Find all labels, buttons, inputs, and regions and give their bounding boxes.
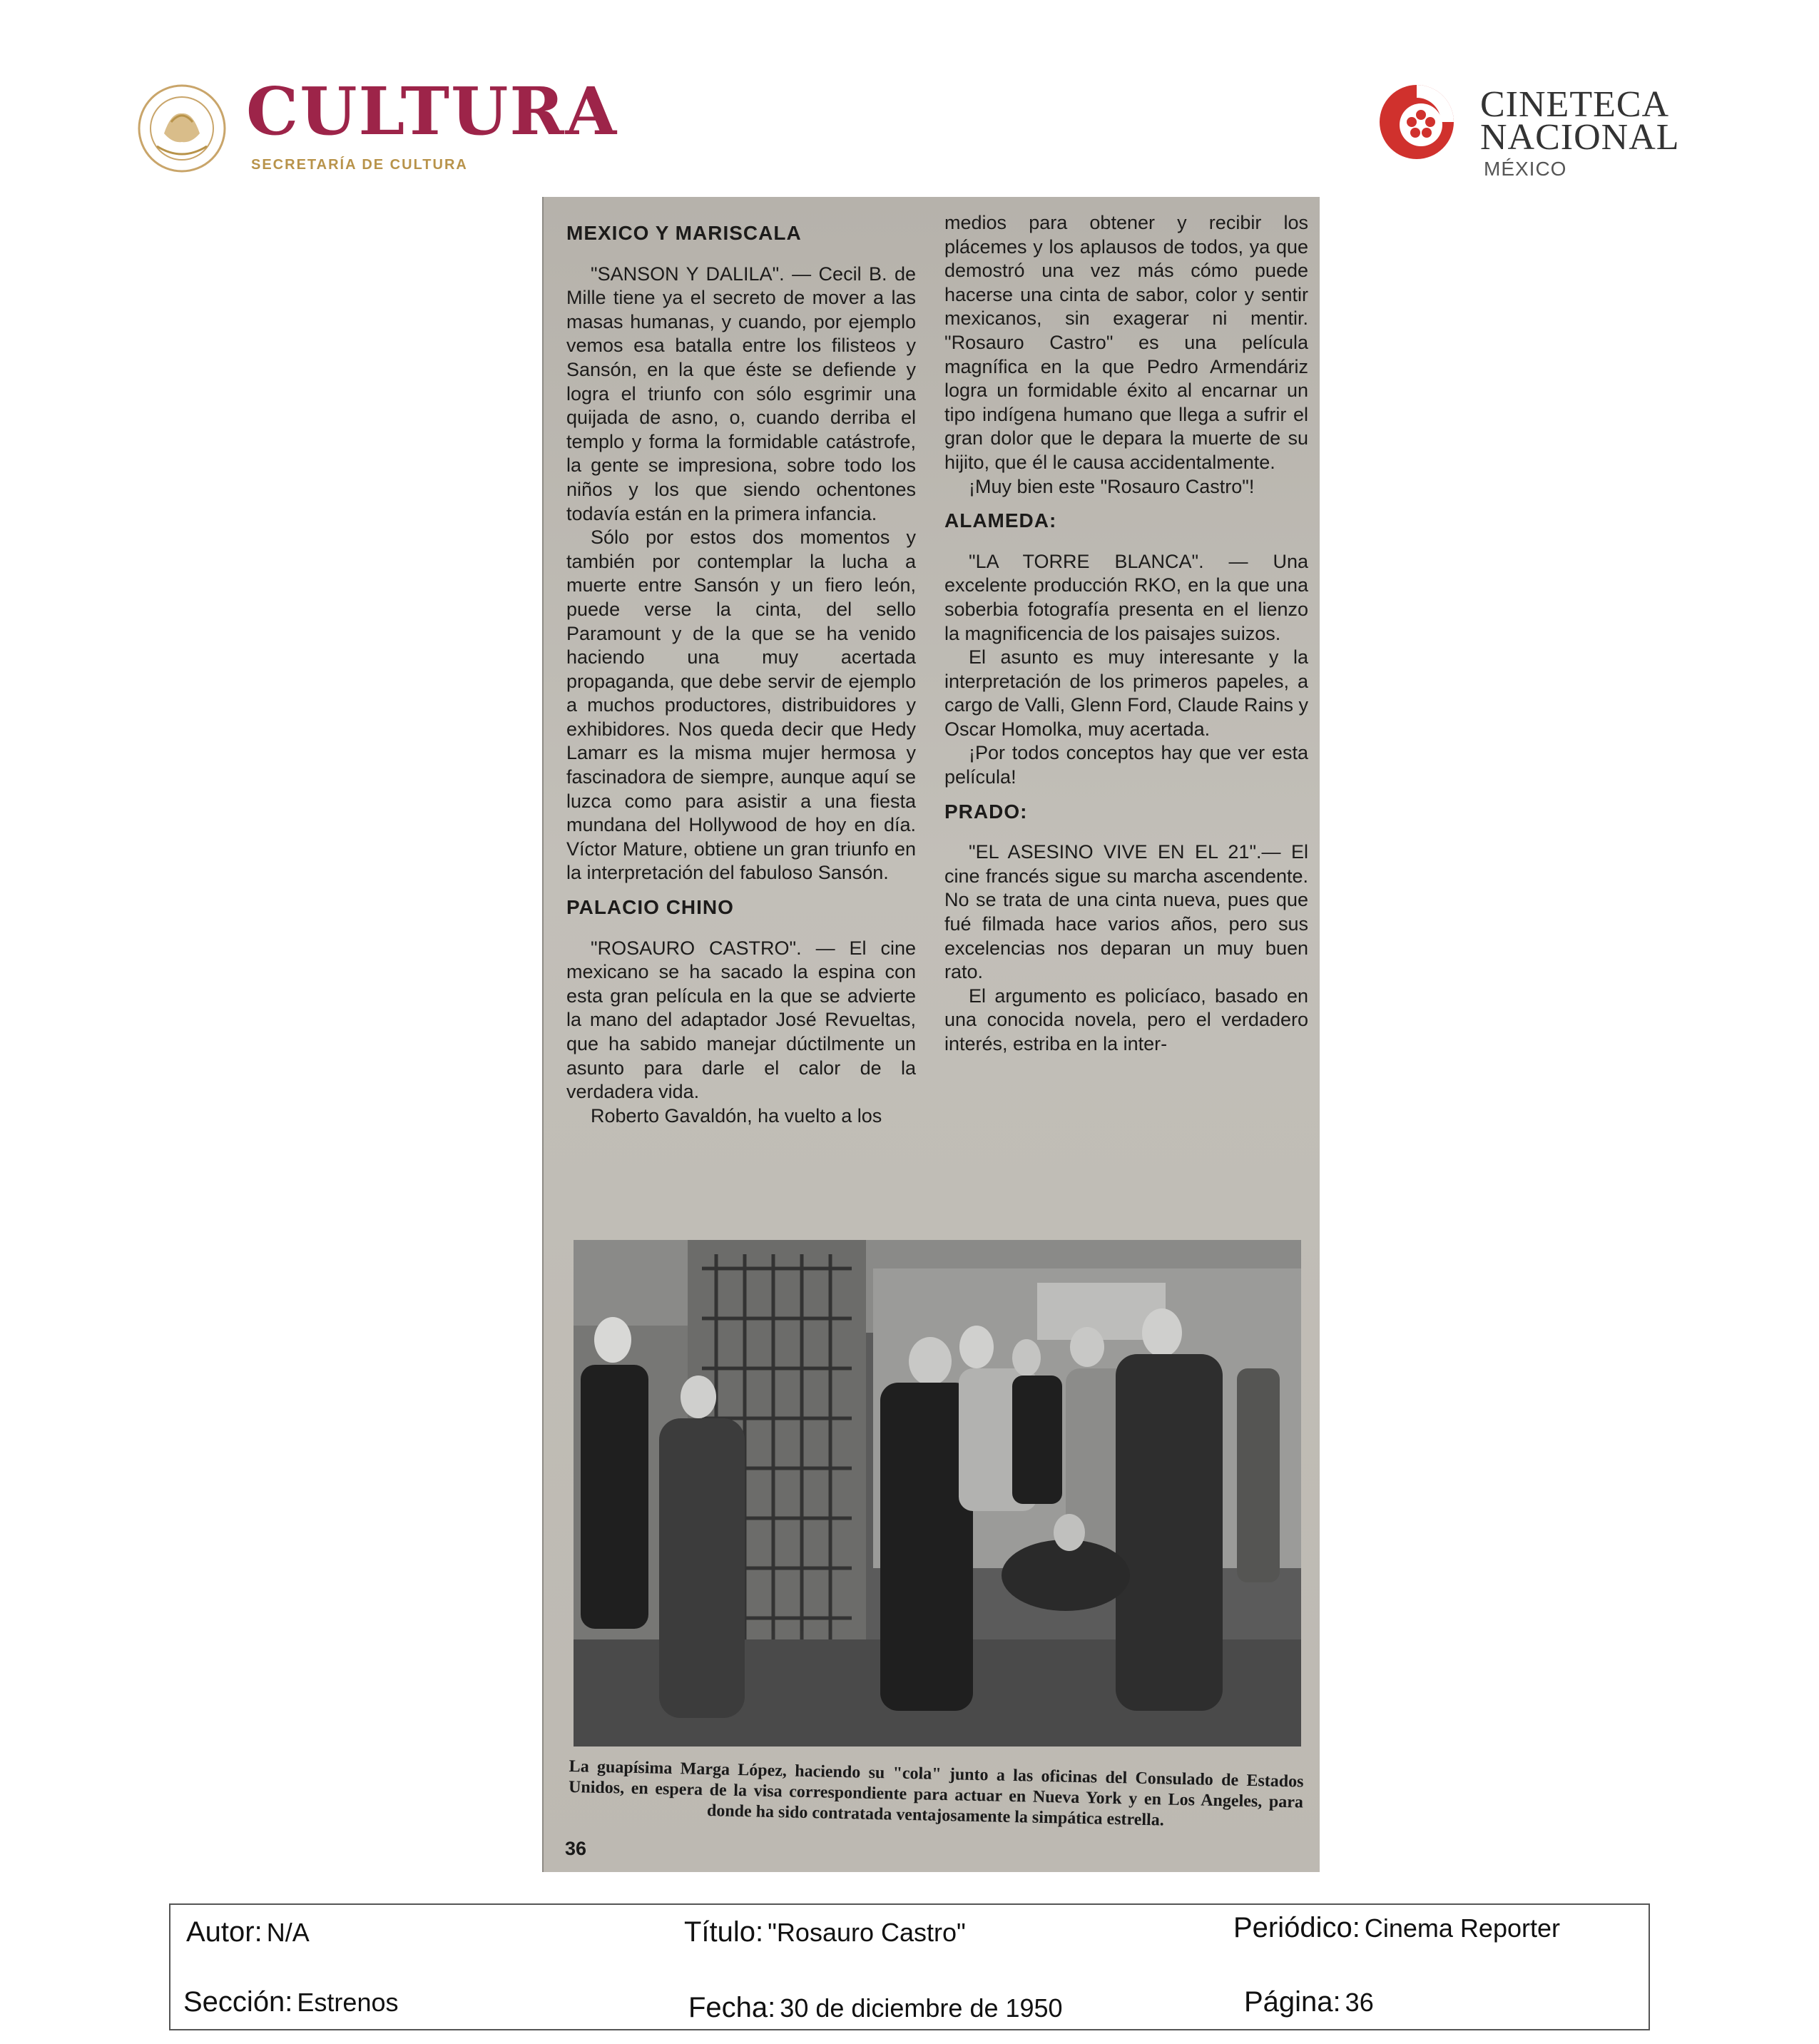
review-torre-blanca-cont: El asunto es muy interesante y la interpretación de los primeros papeles, a cargo de Valli, Glenn Ford, Claude Rains y Oscar Homolka, muy acertada. [944,646,1308,740]
periodico-field [1233,1912,1560,1944]
pagina-label: Página: [1244,1986,1341,2018]
section-heading-mexico-mariscala: MEXICO Y MARISCALA [566,222,802,244]
seccion-value: Estrenos [297,1988,399,2017]
review-asesino-vive-cont: El argumento es policíaco, basado en una conocida novela, pero el verdadero interés, estriba en la inter- [944,985,1308,1054]
review-torre-blanca: "LA TORRE BLANCA". — Una excelente producción RKO, en la que una soberbia fotografía presenta en el lienzo la magnificencia de los paisajes suizos. [944,550,1308,644]
fecha-field [688,1992,1063,2024]
review-asesino-vive: "EL ASESINO VIVE EN EL 21".— El cine francés sigue su marcha ascendente. No se trata de una cinta nueva, pues que fué filmada hace varios años, pero sus excelencias nos deparan un muy buen rato. [944,841,1308,983]
news-photo [574,1240,1301,1746]
titulo-value: "Rosauro Castro" [768,1918,966,1947]
cineteca-logo [1377,82,1705,182]
cultura-logo [136,73,618,185]
review-sanson-dalila-cont: Sólo por estos dos momentos y también por contemplar la lucha a muerte entre Sansón y un fiero león, puede verse la cinta, del sello Paramount y de la que se ha venido haciendo una muy acertada propaganda, que debe servir de ejemplo a muchos productores, distribuidores y exhibidores. Nos queda decir que Hedy Lamarr es la misma mujer hermosa y fascinadora de siempre, aunque aquí se luzca como para asistir a una fiesta mundana del Hollywood de hoy en día. Víctor Mature, obtiene un gran triunfo en la interpretación del fabuloso Sansón. [566,527,916,884]
periodico-label: Periódico: [1233,1912,1360,1943]
pagina-field [1244,1986,1374,2018]
article-left-column [566,221,916,1128]
cineteca-word-1: CINETECA [1480,84,1670,125]
scanned-page [542,197,1320,1872]
autor-value: N/A [266,1918,310,1947]
metadata-box [169,1903,1650,2030]
article-right-column [944,211,1308,1057]
review-sanson-dalila: "SANSON Y DALILA". — Cecil B. de Mille tiene ya el secreto de mover a las masas humanas, y cuando, por ejemplo vemos esa batalla entre los filisteos y Sansón, en la que éste se defiende y logra el triunfo con sólo esgrimir una quijada de asno, o, cuando derriba el templo y forma la formidable catástrofe, la gente se impresiona, sobre todo los niños y los que siendo ochentones todavía están en la primera infancia. [566,263,916,524]
section-heading-palacio-chino: PALACIO CHINO [566,896,734,919]
pagina-value: 36 [1345,1988,1374,2017]
autor-field [186,1916,310,1948]
seccion-label: Sección: [183,1986,293,2018]
autor-label: Autor: [186,1916,263,1948]
titulo-label: Título: [684,1916,764,1948]
review-rosauro-castro: "ROSAURO CASTRO". — El cine mexicano se ha sacado la espina con esta gran película en la que se advierte la mano del adaptador José Revueltas, que ha sabido manejar dúctilmente un asunto para darle el calor de la verdadera vida. [566,937,916,1103]
section-heading-prado: PRADO: [944,800,1028,823]
film-reel-icon [1377,82,1457,162]
cineteca-word-2: NACIONAL [1480,117,1680,158]
cultura-subtitle: SECRETARÍA DE CULTURA [251,157,468,173]
review-rosauro-castro-continuation: medios para obtener y recibir los plácemes y los aplausos de todos, ya que demostró una vez más cómo puede hacerse una cinta de sabor, color y sentir mexicanos, sin exagerar ni mentir. "Rosauro Castro" es una película magnífica en la que Pedro Armendáriz logra un formidable éxito al encarnar un tipo indígena humano que llega a sufrir el gran dolor que le depara la muerte de su hijito, que él le causa accidentalmente. [944,212,1308,473]
review-torre-blanca-closing: ¡Por todos conceptos hay que ver esta película! [944,742,1308,788]
review-rosauro-castro-closing: ¡Muy bien este "Rosauro Castro"! [969,475,1255,497]
photo-caption: La guapísima Marga López, haciendo su "cola" junto a las oficinas del Consulado de Estados Unidos, en espera de la visa correspondiente para actuar en Nueva York y en Los Angeles, para donde ha sido contratada ventajosamente la simpática estrella. [568,1756,1304,1830]
fecha-value: 30 de diciembre de 1950 [780,1993,1063,2023]
periodico-value: Cinema Reporter [1364,1913,1560,1943]
cineteca-country: MÉXICO [1484,158,1567,180]
cultura-wordmark: CULTURA [246,73,618,150]
fecha-label: Fecha: [688,1992,776,2023]
mexican-seal-icon [136,82,228,175]
section-heading-alameda: ALAMEDA: [944,509,1057,532]
seccion-field [183,1986,399,2018]
titulo-field [684,1916,966,1948]
page-number: 36 [565,1838,587,1859]
review-rosauro-castro-cont: Roberto Gavaldón, ha vuelto a los [591,1104,882,1127]
